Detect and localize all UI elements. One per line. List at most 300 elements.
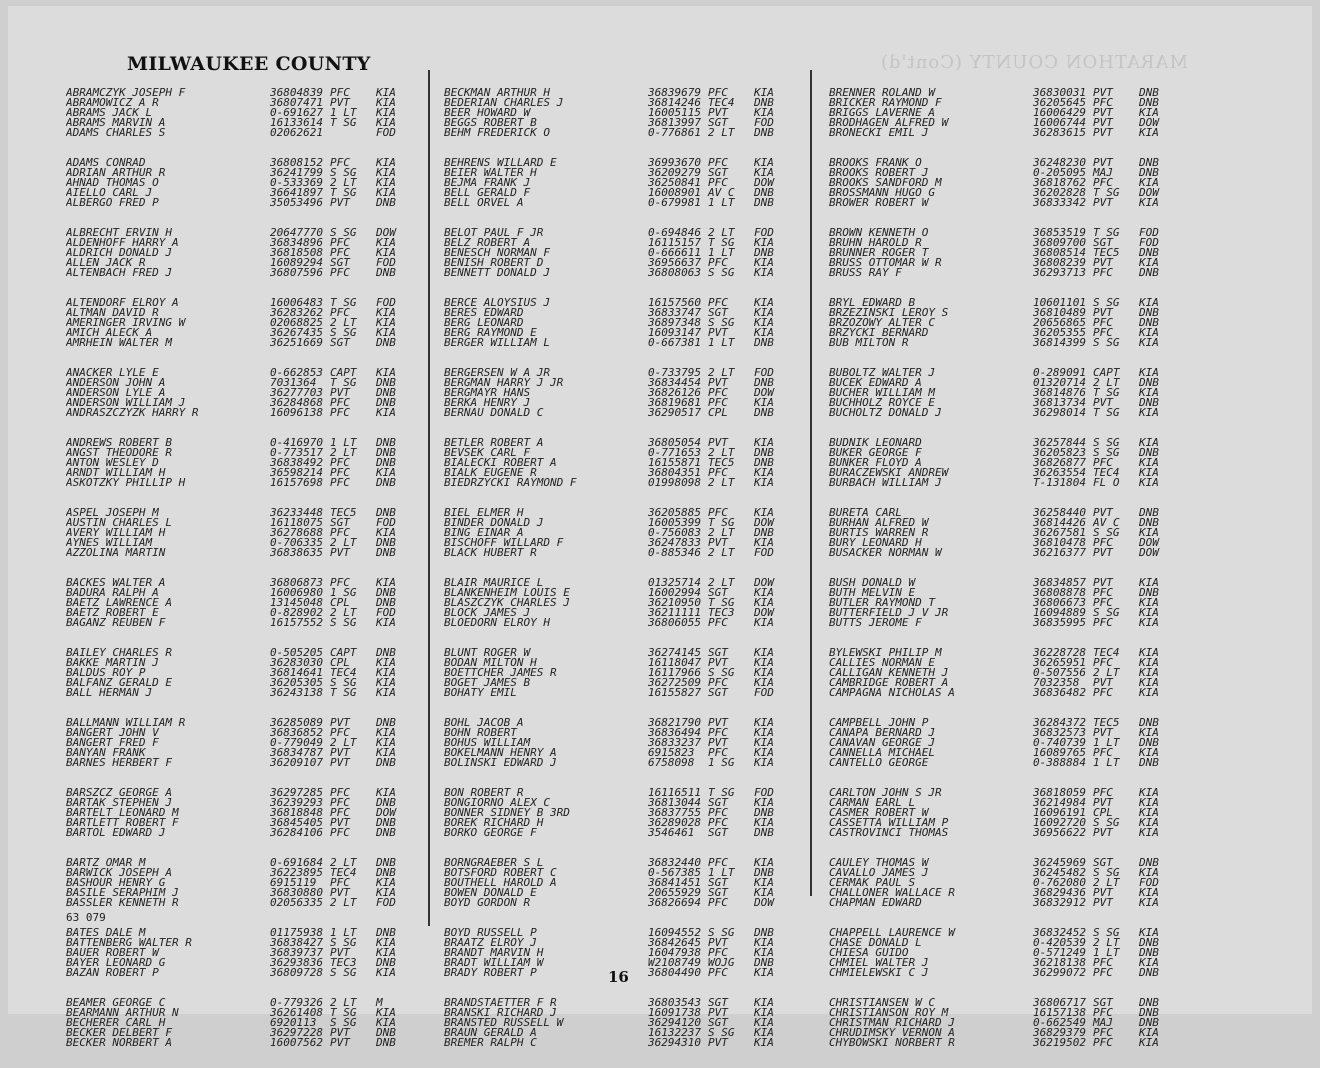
soldier-name: AIELLO CARL J [66, 188, 153, 198]
status-code: KIA [754, 816, 774, 829]
rank: 2 LT [708, 226, 735, 239]
serial-number: 16094889 [1033, 606, 1086, 619]
status-code: FOD [1139, 226, 1159, 239]
serial-number: 36228728 [1033, 646, 1086, 659]
serial-number: 36293713 [1033, 266, 1086, 279]
roster-row [66, 878, 416, 888]
status-code: DNB [1139, 316, 1159, 329]
serial-number: 36809700 [1033, 236, 1086, 249]
rank: TEC3 [330, 956, 357, 969]
rank: PVT [1093, 306, 1113, 319]
status-code: KIA [376, 686, 396, 699]
rank: S SG [708, 266, 735, 279]
soldier-name: CHRISTIANSEN W C [829, 998, 935, 1008]
roster-row [829, 1028, 1179, 1038]
status-code: KIA [1139, 576, 1159, 589]
roster-row [66, 478, 416, 488]
serial-number: 36294310 [648, 1036, 701, 1049]
rank: PFC [708, 676, 728, 689]
status-code: DOW [1139, 546, 1159, 559]
roster-row [66, 758, 416, 768]
status-code: DNB [376, 586, 396, 599]
serial-number: 36211111 [648, 606, 701, 619]
status-code: DNB [1139, 936, 1159, 949]
serial-number: 0-505205 [270, 646, 323, 659]
serial-number: 36804839 [270, 86, 323, 99]
serial-number: 36826694 [648, 896, 701, 909]
rank: SGT [708, 996, 728, 1009]
rank: PVT [708, 436, 728, 449]
status-code: DNB [1139, 96, 1159, 109]
serial-number: 36833237 [648, 736, 701, 749]
soldier-name: ABRAMS MARVIN A [66, 118, 166, 128]
roster-row [66, 338, 416, 348]
soldier-name: CHASE DONALD L [829, 938, 922, 948]
roster-group [829, 998, 1179, 1048]
soldier-name: ARNDT WILLIAM H [66, 468, 166, 478]
roster-group [829, 438, 1179, 488]
serial-number: 36267581 [1033, 526, 1086, 539]
status-code: KIA [754, 266, 774, 279]
rank: TEC4 [1093, 466, 1120, 479]
roster-row [66, 238, 416, 248]
status-code: KIA [754, 656, 774, 669]
serial-number: 16157560 [648, 296, 701, 309]
rank: SGT [708, 166, 728, 179]
roster-row [66, 678, 416, 688]
rank: T SG [330, 186, 357, 199]
roster-row [444, 878, 794, 888]
soldier-name: BLACK HUBERT R [444, 548, 537, 558]
soldier-name: BOGET JAMES B [444, 678, 531, 688]
status-code: KIA [376, 746, 396, 759]
roster-row [829, 728, 1179, 738]
status-code: KIA [754, 996, 774, 1009]
serial-number: 36832440 [648, 856, 701, 869]
status-code: KIA [754, 316, 774, 329]
serial-number: 16155871 [648, 456, 701, 469]
status-code: DNB [754, 406, 774, 419]
roster-group [444, 228, 794, 278]
roster-row [444, 228, 794, 238]
soldier-name: BURETA CARL [829, 508, 902, 518]
soldier-name: BONNER SIDNEY B 3RD [444, 808, 570, 818]
serial-number: 36810478 [1033, 536, 1086, 549]
soldier-name: BIALECKI ROBERT A [444, 458, 557, 468]
rank: T SG [330, 376, 357, 389]
soldier-name: ALTMAN DAVID R [66, 308, 159, 318]
serial-number: W2108749 [648, 956, 701, 969]
serial-number: 0-205095 [1033, 166, 1086, 179]
rank: PFC [708, 256, 728, 269]
serial-number: 36241799 [270, 166, 323, 179]
soldier-name: BROSSMANN HUGO G [829, 188, 935, 198]
serial-number: 36829379 [1033, 1026, 1086, 1039]
roster-row [66, 1008, 416, 1018]
serial-number: 0-420539 [1033, 936, 1086, 949]
rank: T SG [708, 596, 735, 609]
status-code: DNB [376, 196, 396, 209]
serial-number: 36814246 [648, 96, 701, 109]
rank: PVT [330, 756, 350, 769]
roster-row [66, 408, 416, 418]
soldier-name: BALFANZ GERALD E [66, 678, 172, 688]
roster-row [829, 788, 1179, 798]
status-code: DNB [754, 926, 774, 939]
roster-row [66, 168, 416, 178]
serial-number: 36278688 [270, 526, 323, 539]
soldier-name: BADURA RALPH A [66, 588, 159, 598]
soldier-name: BRANDSTAETTER F R [444, 998, 557, 1008]
soldier-name: BALDUS ROY P [66, 668, 146, 678]
rank: PFC [330, 396, 350, 409]
status-code: KIA [754, 796, 774, 809]
rank: SGT [330, 516, 350, 529]
roster-row [444, 788, 794, 798]
roster-group [66, 718, 416, 768]
rank: PFC [1093, 266, 1113, 279]
rank: TEC4 [708, 96, 735, 109]
serial-number: 36209107 [270, 756, 323, 769]
status-code: DNB [754, 456, 774, 469]
status-code: DNB [1139, 736, 1159, 749]
status-code: KIA [376, 116, 396, 129]
status-code: KIA [1139, 1036, 1159, 1049]
rank: T SG [1093, 186, 1120, 199]
roster-row [444, 368, 794, 378]
serial-number: 36897348 [648, 316, 701, 329]
serial-number: 36274145 [648, 646, 701, 659]
soldier-name: BALL HERMAN J [66, 688, 153, 698]
soldier-name: BUKER GEORGE F [829, 448, 922, 458]
serial-number: 0-679981 [648, 196, 701, 209]
serial-number: 36814426 [1033, 516, 1086, 529]
soldier-name: BRUNNER ROGER T [829, 248, 929, 258]
roster-group [66, 88, 416, 138]
rank: PFC [1093, 96, 1113, 109]
soldier-name: BERGERSEN W A JR [444, 368, 550, 378]
status-code: KIA [376, 96, 396, 109]
status-code: FOD [754, 686, 774, 699]
rank: PFC [708, 156, 728, 169]
serial-number: 0-662549 [1033, 1016, 1086, 1029]
soldier-name: ADAMS CHARLES S [66, 128, 166, 138]
soldier-name: BONGIORNO ALEX C [444, 798, 550, 808]
rank: T SG [1093, 406, 1120, 419]
roster-row [829, 898, 1179, 908]
soldier-name: BEHM FREDERICK O [444, 128, 550, 138]
soldier-name: BARTZ OMAR M [66, 858, 146, 868]
roster-row [66, 888, 416, 898]
serial-number: 36289028 [648, 816, 701, 829]
status-code: KIA [376, 886, 396, 899]
roster-row [829, 608, 1179, 618]
roster-row [829, 648, 1179, 658]
status-code: DNB [754, 826, 774, 839]
serial-number: 36839679 [648, 86, 701, 99]
soldier-name: BOHATY EMIL [444, 688, 517, 698]
status-code: KIA [754, 726, 774, 739]
soldier-name: BOLINSKI EDWARD J [444, 758, 557, 768]
serial-number: 0-691627 [270, 106, 323, 119]
rank: PFC [708, 856, 728, 869]
roster-group [829, 578, 1179, 628]
roster-row [66, 928, 416, 938]
rank: PVT [1093, 576, 1113, 589]
serial-number: 35053496 [270, 196, 323, 209]
roster-group [444, 368, 794, 418]
rank: 2 LT [708, 446, 735, 459]
soldier-name: BLANKENHEIM LOUIS E [444, 588, 570, 598]
roster-group [829, 508, 1179, 558]
roster-row [444, 858, 794, 868]
roster-row [444, 378, 794, 388]
rank: S SG [708, 926, 735, 939]
serial-number: 36838635 [270, 546, 323, 559]
soldier-name: BURY LEONARD H [829, 538, 922, 548]
status-code: KIA [1139, 336, 1159, 349]
serial-number: 02062621 [270, 126, 323, 139]
status-code: FOD [376, 126, 396, 139]
serial-number: 36808239 [1033, 256, 1086, 269]
rank: S SG [1093, 866, 1120, 879]
roster-row [66, 248, 416, 258]
roster-row [444, 808, 794, 818]
status-code: DNB [376, 456, 396, 469]
roster-group [829, 368, 1179, 418]
roster-row [444, 718, 794, 728]
roster-row [66, 398, 416, 408]
status-code: KIA [754, 746, 774, 759]
roster-row [444, 398, 794, 408]
roster-row [66, 718, 416, 728]
roster-row [829, 238, 1179, 248]
roster-row [66, 258, 416, 268]
rank: 2 LT [708, 126, 735, 139]
serial-number: 36298014 [1033, 406, 1086, 419]
soldier-name: BEHRENS WILLARD E [444, 158, 557, 168]
serial-number: 0-388884 [1033, 756, 1086, 769]
status-code: KIA [754, 436, 774, 449]
status-code: KIA [1139, 606, 1159, 619]
rank [330, 128, 376, 138]
roster-row [829, 578, 1179, 588]
roster-row [66, 668, 416, 678]
soldier-name: BON ROBERT R [444, 788, 524, 798]
serial-number: 16115157 [648, 236, 701, 249]
serial-number: 36223895 [270, 866, 323, 879]
status-code: KIA [1139, 106, 1159, 119]
rank: PVT [330, 96, 350, 109]
column-divider-1 [428, 70, 430, 926]
status-code: KIA [754, 676, 774, 689]
soldier-name: BENESCH NORMAN F [444, 248, 550, 258]
serial-number: 0-706335 [270, 536, 323, 549]
serial-number: 36293836 [270, 956, 323, 969]
serial-number: 0-773517 [270, 446, 323, 459]
status-code: KIA [754, 256, 774, 269]
status-code: DNB [754, 96, 774, 109]
rank: 1 LT [1093, 756, 1120, 769]
roster-row [444, 938, 794, 948]
roster-row [444, 648, 794, 658]
soldier-name: BERES EDWARD [444, 308, 524, 318]
status-code: KIA [754, 466, 774, 479]
serial-number: 16002994 [648, 586, 701, 599]
rank: 1 LT [708, 336, 735, 349]
soldier-name: BLAIR MAURICE L [444, 578, 544, 588]
soldier-name: BRUSS RAY F [829, 268, 902, 278]
rank: PFC [1093, 746, 1113, 759]
soldier-name: CHIESA GUIDO [829, 948, 909, 958]
serial-number: 36836482 [1033, 686, 1086, 699]
soldier-name: BAKKE MARTIN J [66, 658, 159, 668]
serial-number: 01175938 [270, 926, 323, 939]
rank: PVT [708, 736, 728, 749]
rank: PFC [330, 236, 350, 249]
status-code: DNB [1139, 756, 1159, 769]
soldier-name: ANDRASZCZYZK HARRY R [66, 408, 199, 418]
rank: PFC [1093, 616, 1113, 629]
rank: S SG [1093, 526, 1120, 539]
serial-number: 0-567385 [648, 866, 701, 879]
roster-row [444, 1038, 794, 1048]
roster-row [66, 598, 416, 608]
roster-row [66, 388, 416, 398]
rank: 1 SG [708, 756, 735, 769]
roster-group [66, 858, 416, 908]
serial-number: 36205645 [1033, 96, 1086, 109]
rank: MAJ [1093, 1016, 1113, 1029]
soldier-name: BAETZ LAWRENCE A [66, 598, 172, 608]
status-code: FOD [1139, 876, 1159, 889]
status-code: KIA [1139, 676, 1159, 689]
soldier-name: BARWICK JOSEPH A [66, 868, 172, 878]
serial-number: 0-289091 [1033, 366, 1086, 379]
serial-number: 36219502 [1033, 1036, 1086, 1049]
serial-number: 36818059 [1033, 786, 1086, 799]
status-code: DNB [376, 396, 396, 409]
rank: 2 LT [330, 316, 357, 329]
status-code: KIA [376, 176, 396, 189]
soldier-name: ABRAMCZYK JOSEPH F [66, 88, 186, 98]
roster-group [444, 438, 794, 488]
soldier-name: BODAN MILTON H [444, 658, 537, 668]
roster-row [444, 408, 794, 418]
serial-number: 36239293 [270, 796, 323, 809]
roster-row [829, 678, 1179, 688]
serial-number: 0-733795 [648, 366, 701, 379]
rank: PVT [330, 716, 350, 729]
status-code: DNB [754, 956, 774, 969]
column-divider-2 [810, 70, 812, 896]
roster-row [66, 328, 416, 338]
rank: T SG [330, 116, 357, 129]
status-code: KIA [376, 316, 396, 329]
status-code: KIA [754, 856, 774, 869]
serial-number: 16006980 [270, 586, 323, 599]
soldier-name: CARLTON JOHN S JR [829, 788, 942, 798]
roster-row [66, 538, 416, 548]
soldier-name: BERG RAYMOND E [444, 328, 537, 338]
roster-row [66, 108, 416, 118]
soldier-name: BARNES HERBERT F [66, 758, 172, 768]
serial-number: 0-416970 [270, 436, 323, 449]
serial-number: 36814399 [1033, 336, 1086, 349]
roster-column-3 [829, 88, 1179, 1068]
soldier-name: BRAUN GERALD A [444, 1028, 537, 1038]
rank: 2 LT [1093, 876, 1120, 889]
soldier-name: AYNES WILLIAM [66, 538, 153, 548]
soldier-name: BOHN ROBERT [444, 728, 517, 738]
roster-row [444, 198, 794, 208]
serial-number: 36813734 [1033, 396, 1086, 409]
soldier-name: BELZ ROBERT A [444, 238, 531, 248]
rank: 1 LT [1093, 946, 1120, 959]
status-code: DNB [376, 376, 396, 389]
status-code: KIA [1139, 366, 1159, 379]
status-code: DNB [376, 866, 396, 879]
serial-number: 36251669 [270, 336, 323, 349]
serial-number: 36294120 [648, 1016, 701, 1029]
serial-number: 36806673 [1033, 596, 1086, 609]
serial-number: 20656865 [1033, 316, 1086, 329]
serial-number: 36853519 [1033, 226, 1086, 239]
roster-row [444, 948, 794, 958]
serial-number: 16092720 [1033, 816, 1086, 829]
serial-number: 36836494 [648, 726, 701, 739]
soldier-name: BINDER DONALD J [444, 518, 544, 528]
soldier-name: ADAMS CONRAD [66, 158, 146, 168]
serial-number: 0-776861 [648, 126, 701, 139]
roster-row [444, 188, 794, 198]
rank: MAJ [1093, 166, 1113, 179]
status-code: DNB [1139, 946, 1159, 959]
rank: PFC [1093, 536, 1113, 549]
serial-number: 0-571249 [1033, 946, 1086, 959]
rank: T SG [1093, 226, 1120, 239]
soldier-name: BUB MILTON R [829, 338, 909, 348]
soldier-name: BELL ORVEL A [444, 198, 524, 208]
serial-number: 36202828 [1033, 186, 1086, 199]
rank: AV C [708, 186, 735, 199]
status-code: DOW [754, 896, 774, 909]
rank: PVT [708, 326, 728, 339]
roster-row [444, 298, 794, 308]
soldier-name: CANAVAN GEORGE J [829, 738, 935, 748]
soldier-name: BISCHOFF WILLARD F [444, 538, 564, 548]
rank: 2 LT [708, 366, 735, 379]
status-code: DNB [376, 436, 396, 449]
roster-row [444, 438, 794, 448]
soldier-name: CHYBOWSKI NORBERT R [829, 1038, 955, 1048]
serial-number: 0-828902 [270, 606, 323, 619]
status-code: FOD [754, 226, 774, 239]
roster-row [829, 948, 1179, 958]
rank: CAPT [330, 646, 357, 659]
status-code: DNB [376, 1036, 396, 1049]
status-code: KIA [754, 616, 774, 629]
serial-number: 36836852 [270, 726, 323, 739]
rank: PFC [330, 726, 350, 739]
status-code: KIA [1139, 1026, 1159, 1039]
status-code: KIA [754, 106, 774, 119]
roster-row [829, 968, 1179, 978]
status-code: KIA [376, 786, 396, 799]
status-code: KIA [376, 406, 396, 419]
serial-number: 36814641 [270, 666, 323, 679]
status-code: KIA [1139, 656, 1159, 669]
